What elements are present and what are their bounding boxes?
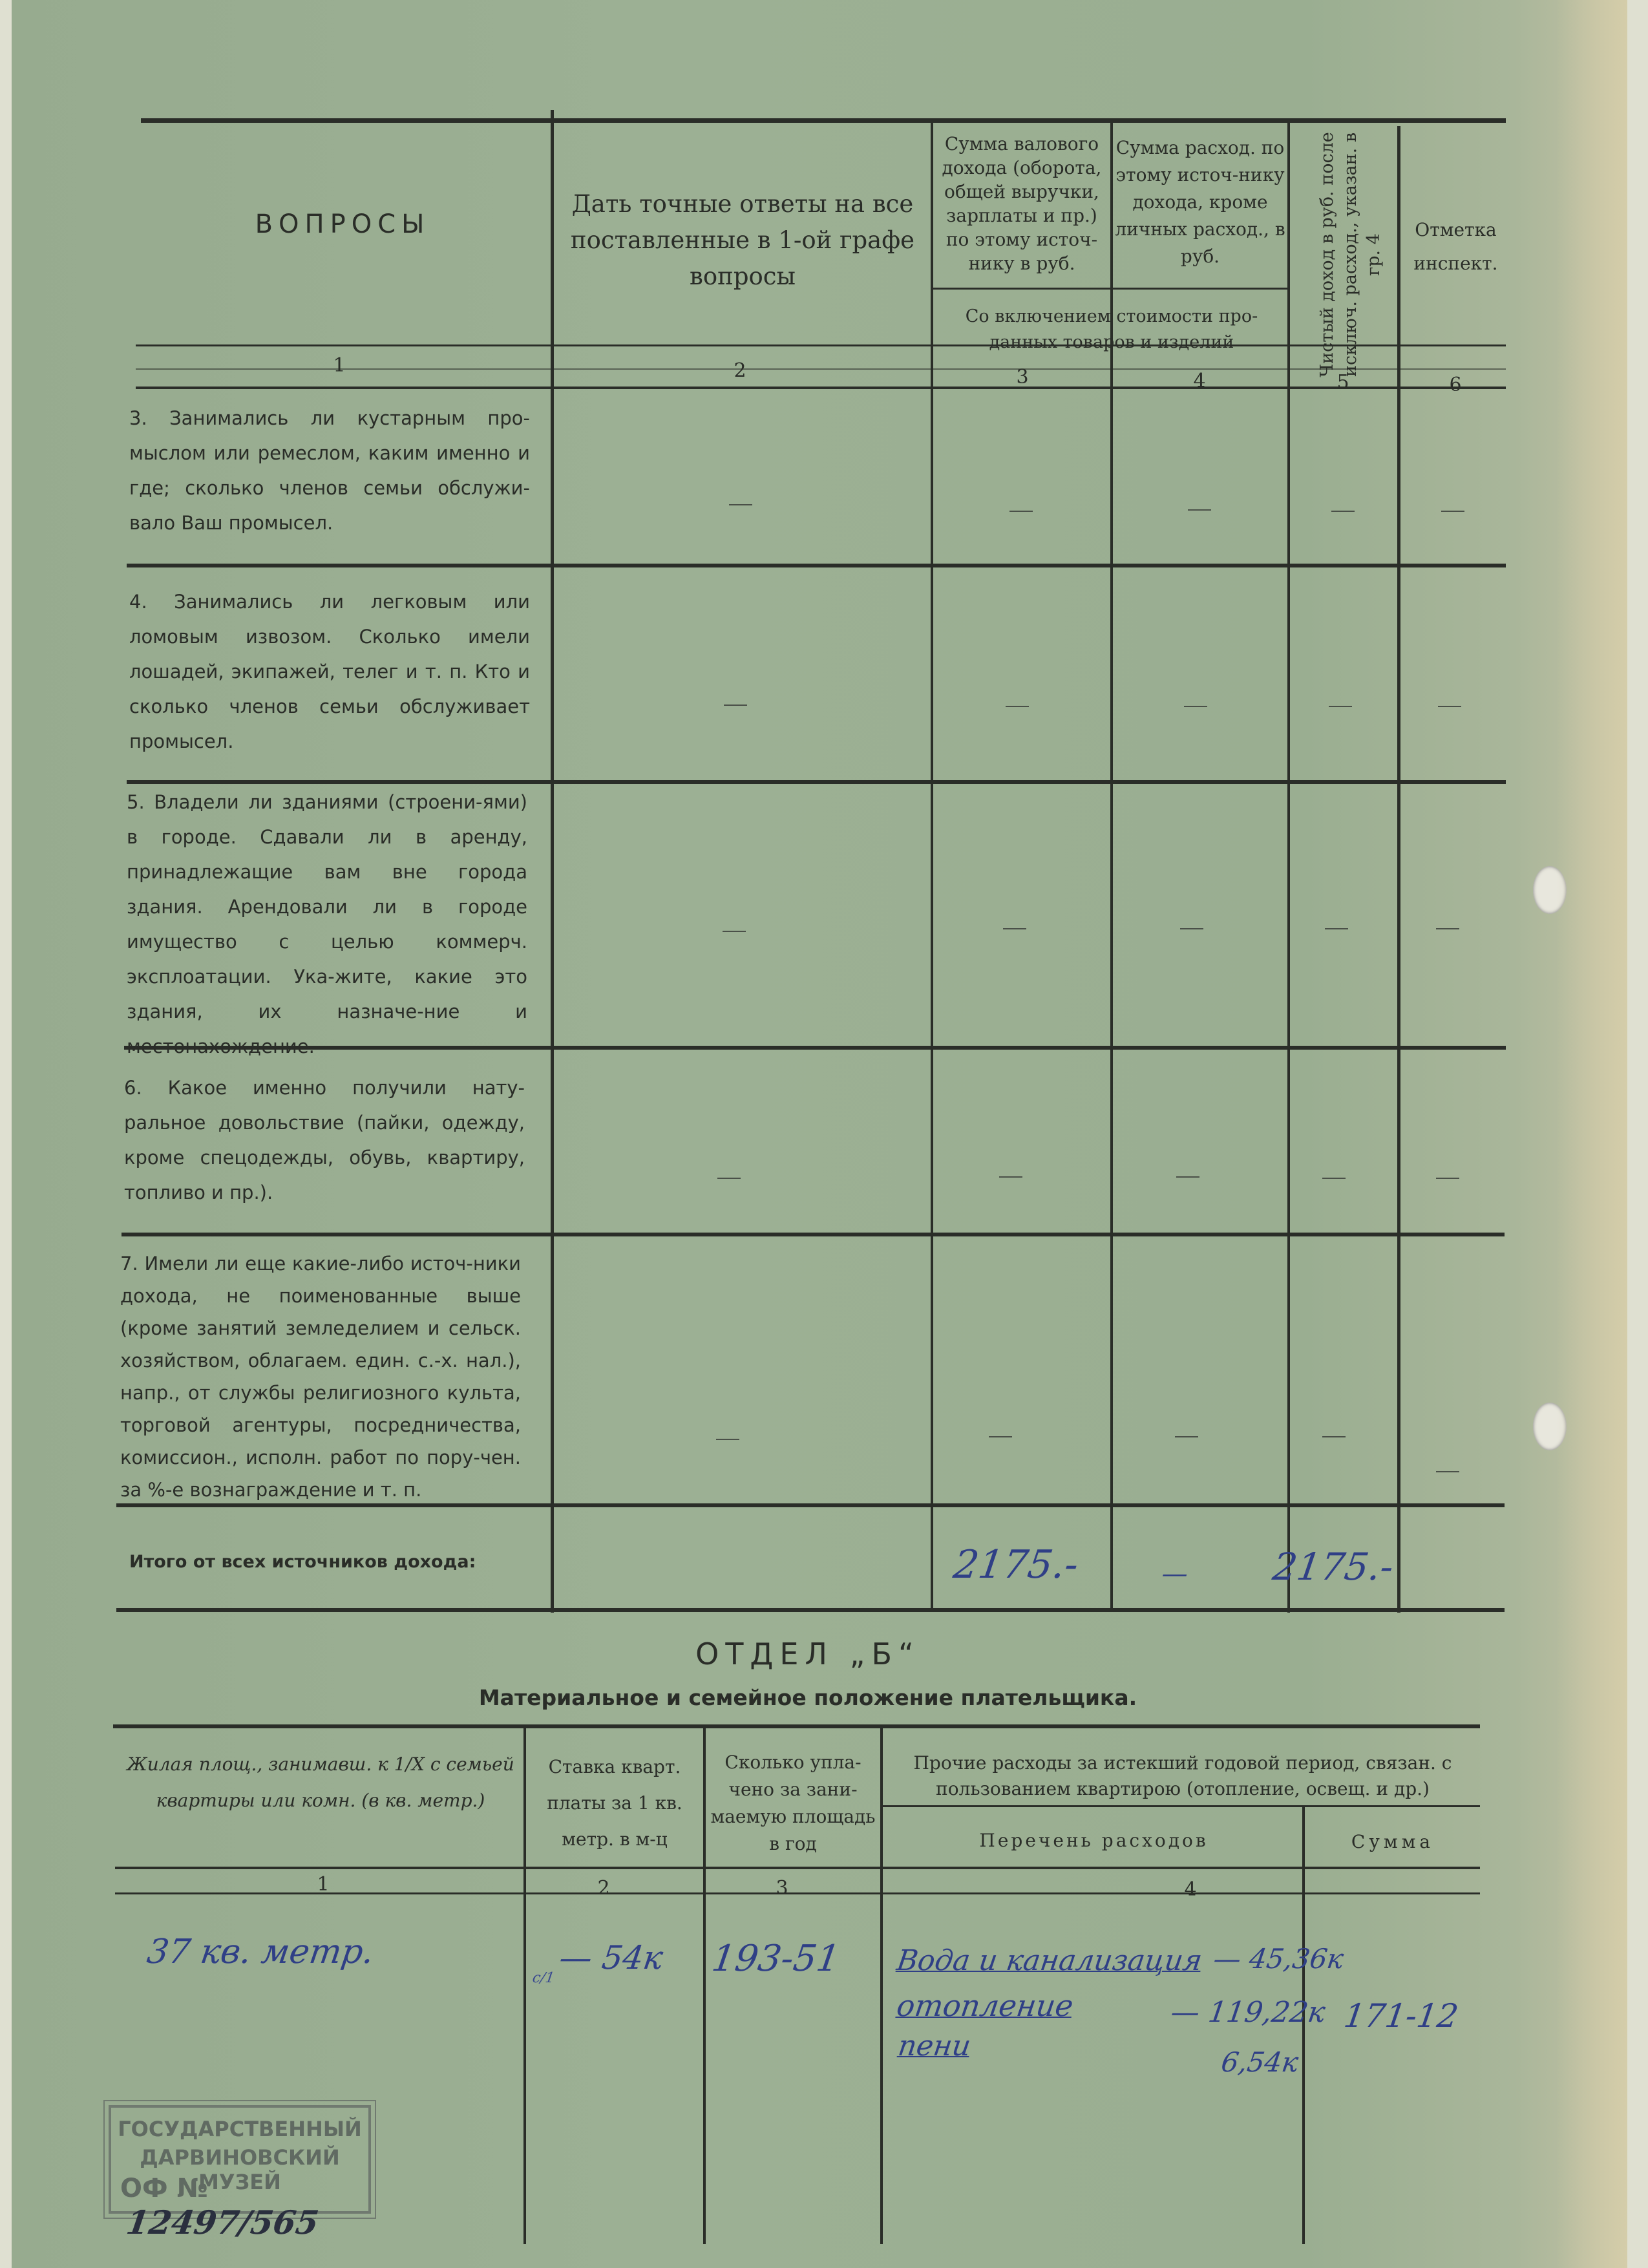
header-goods-note: Со включением стоимости про-данных товаров и изделий: [965, 306, 1258, 352]
question-5: 5. Владели ли зданиями (строени-ями) в городе. Сдавали ли в аренду, принадлежащие вам вне города здания. Арендовали ли в городе имущество с целью коммерч. эксплоатации. Ука-жите, какие это здания, их назначе-ние и местонахождение.: [127, 791, 527, 1057]
question-7: 7. Имели ли еще какие-либо источ-ники дохода, не поименованные выше (кроме занятий земледелием и сельск. хозяйством, облагаем. един. с.-х. нал.), напр., от службы религиозного культа, торговой агентуры, посредничества, комиссион., исполн. работ по пору-чен. за %-е вознаграждение и т. п.: [120, 1253, 521, 1501]
b-living-area-value: 37 кв. метр.: [144, 1933, 377, 1971]
total-gross-income: 2175.-: [951, 1542, 1081, 1587]
b-expense-item-penalty: пени: [896, 2030, 973, 2062]
b-header-rent-rate: Ставка кварт. платы за 1 кв. метр. в м-ц: [547, 1756, 682, 1850]
b-expense-item-heating: отопление: [894, 1988, 1076, 2023]
section-b-subtitle: Материальное и семейное положение плательщика.: [478, 1685, 1137, 1710]
header-expenses: Сумма расход. по этому источ-нику дохода, кроме личных расход., в руб.: [1115, 137, 1285, 267]
b-col-number-4: 4: [1184, 1878, 1197, 1901]
b-header-living-area: Жилая площ., занимавш. к 1/X с семьей квартиры или комн. (в кв. метр.): [127, 1754, 514, 1811]
b-expense-item-water: Вода и канализация: [894, 1944, 1205, 1977]
header-answers: Дать точные ответы на все поставленные в 1-ой графе вопросы: [570, 190, 915, 290]
stamp-line-3: [120, 2174, 368, 2242]
stamp-number-prefix: ОФ №: [120, 2174, 208, 2203]
header-questions: ВОПРОСЫ: [255, 209, 430, 239]
col-number-3: 3: [1016, 366, 1029, 388]
header-gross-income: Сумма валового дохода (оборота, общей выручки, зарплаты и пр.) по этому источ-нику в руб.: [942, 133, 1102, 274]
punch-hole-top: [1533, 866, 1567, 914]
b-header-expense-list: Перечень расходов: [979, 1830, 1209, 1851]
header-net-income: Чистый доход в руб. после исключ. расход., указан. в гр. 4: [1317, 132, 1384, 377]
b-expense-amount-heating: — 119,22к: [1168, 1996, 1327, 2029]
stamp-line-2: ДАРВИНОВСКИЙ МУЗЕЙ: [140, 2145, 340, 2194]
question-4: 4. Занимались ли легковым или ломовым извозом. Сколько имели лошадей, экипажей, телег и т. п. Кто и сколько членов семьи обслуживает промысел.: [129, 591, 530, 752]
b-rent-rate-prefix: с/1: [531, 1970, 556, 1986]
header-inspector-mark: Отметка инспект.: [1413, 219, 1498, 274]
stamp-inventory-number: 12497/565: [123, 2203, 321, 2242]
b-col-number-2: 2: [597, 1877, 610, 1900]
punch-hole-bottom: [1533, 1403, 1567, 1450]
b-header-other-expenses: Прочие расходы за истекший годовой период, связан. с пользованием квартирою (отопление, освещ. и др.): [913, 1752, 1452, 1799]
stamp-line-1: ГОСУДАРСТВЕННЫЙ: [118, 2117, 362, 2141]
b-rent-rate-value: — 54к: [556, 1939, 666, 1977]
b-col-number-1: 1: [317, 1873, 330, 1896]
b-expense-amount-water: — 45,36к: [1211, 1943, 1346, 1975]
museum-stamp: [109, 2105, 371, 2242]
b-col-number-3: 3: [776, 1877, 788, 1900]
question-3: 3. Занимались ли кустарным про-мыслом или ремеслом, каким именно и где; сколько членов семьи обслужи-вало Ваш промысел.: [129, 407, 530, 534]
section-b-title: ОТДЕЛ „Б“: [695, 1637, 920, 1671]
col-number-4: 4: [1193, 370, 1206, 392]
total-net-income: 2175.-: [1270, 1545, 1397, 1589]
b-header-paid-per-year: Сколько упла-чено за зани-маемую площадь в год: [710, 1752, 876, 1854]
col-number-5: 5: [1336, 371, 1349, 394]
b-expense-amount-penalty: 6,54к: [1219, 2046, 1301, 2078]
col-number-1: 1: [333, 354, 346, 377]
total-label: Итого от всех источников дохода:: [129, 1552, 476, 1572]
question-6: 6. Какое именно получили нату-ральное довольствие (пайки, одежду, кроме спецодежды, обувь, квартиру, топливо и пр.).: [124, 1077, 525, 1203]
b-expense-sum-value: 171-12: [1341, 1997, 1461, 2035]
b-header-expense-sum: Сумма: [1351, 1831, 1435, 1852]
total-expenses: —: [1159, 1559, 1190, 1589]
col-number-6: 6: [1449, 374, 1462, 396]
col-number-2: 2: [734, 359, 746, 382]
b-paid-per-year-value: 193-51: [709, 1938, 843, 1980]
